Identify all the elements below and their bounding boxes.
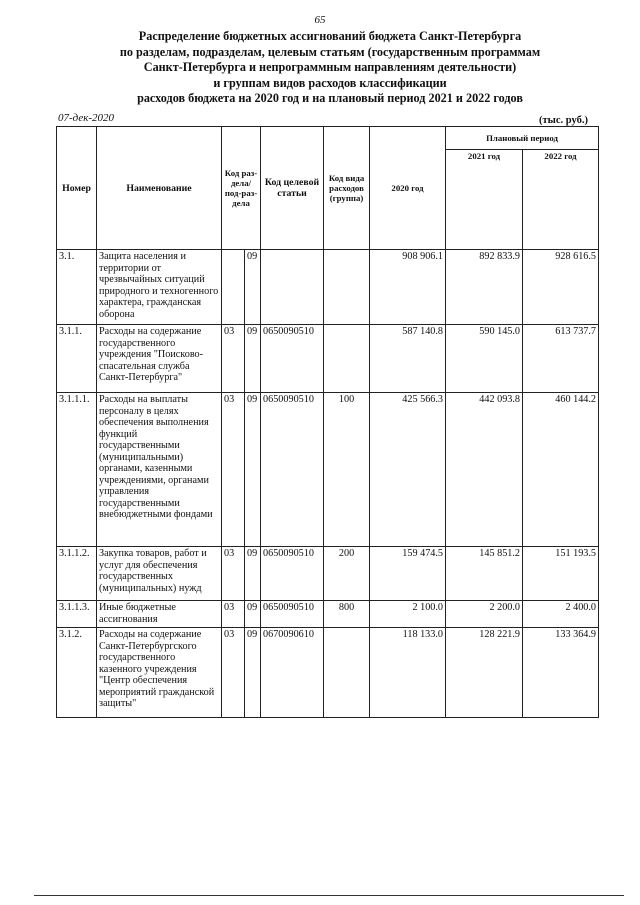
table-row (57, 393, 599, 547)
row-section: 03 (222, 628, 245, 718)
page-title (90, 29, 570, 107)
row-number: 3.1.2. (57, 628, 97, 718)
row-2021: 2 200.0 (446, 601, 523, 628)
row-2021: 128 221.9 (446, 628, 523, 718)
header-target: Код целевой статьи (261, 127, 324, 250)
header-section: Код раз-дела/ под-раз-дела (222, 127, 261, 250)
header-name: Наименование (97, 127, 222, 250)
row-2020: 425 566.3 (370, 393, 446, 547)
header-number: Номер (57, 127, 97, 250)
table-row (57, 601, 599, 628)
document-date: 07-дек-2020 (58, 112, 115, 124)
row-2020: 159 474.5 (370, 547, 446, 601)
row-target: 0650090510 (261, 393, 324, 547)
row-section: 03 (222, 547, 245, 601)
table-row (57, 628, 599, 718)
row-section: 03 (222, 601, 245, 628)
row-expense-type: 200 (324, 547, 370, 601)
row-name: Расходы на содержание Санкт-Петербургского государственного казенного учреждения "Центр обеспечения мероприятий гражданской защиты" (97, 628, 222, 718)
row-target (261, 250, 324, 325)
row-number: 3.1. (57, 250, 97, 325)
row-subsection: 09 (245, 250, 261, 325)
row-2020: 908 906.1 (370, 250, 446, 325)
units-label: (тыс. руб.) (539, 115, 588, 126)
row-subsection: 09 (245, 325, 261, 393)
budget-table (56, 126, 599, 718)
title-line: расходов бюджета на 2020 год и на плановый период 2021 и 2022 годов (137, 91, 523, 105)
table-row (57, 250, 599, 325)
row-2021: 590 145.0 (446, 325, 523, 393)
row-2020: 118 133.0 (370, 628, 446, 718)
row-name: Закупка товаров, работ и услуг для обеспечения государственных (муниципальных) нужд (97, 547, 222, 601)
row-2022: 460 144.2 (523, 393, 599, 547)
row-section: 03 (222, 325, 245, 393)
row-expense-type (324, 325, 370, 393)
row-2021: 892 833.9 (446, 250, 523, 325)
row-number: 3.1.1.2. (57, 547, 97, 601)
row-2022: 133 364.9 (523, 628, 599, 718)
row-2020: 587 140.8 (370, 325, 446, 393)
row-expense-type: 100 (324, 393, 370, 547)
row-target: 0650090510 (261, 547, 324, 601)
row-name: Защита населения и территории от чрезвычайных ситуаций природного и техногенного характера, гражданская оборона (97, 250, 222, 325)
row-2021: 442 093.8 (446, 393, 523, 547)
row-subsection: 09 (245, 628, 261, 718)
row-number: 3.1.1. (57, 325, 97, 393)
row-2022: 613 737.7 (523, 325, 599, 393)
table-row (57, 325, 599, 393)
row-target: 0650090510 (261, 601, 324, 628)
row-expense-type (324, 628, 370, 718)
row-section (222, 250, 245, 325)
row-2022: 2 400.0 (523, 601, 599, 628)
title-line: Санкт-Петербурга и непрограммным направлениям деятельности) (143, 60, 517, 74)
title-line: по разделам, подразделам, целевым статьям (государственным программам (119, 44, 541, 59)
table-row (57, 547, 599, 601)
row-section: 03 (222, 393, 245, 547)
header-planned-period: Плановый период (446, 127, 599, 150)
row-number: 3.1.1.3. (57, 601, 97, 628)
row-target: 0670090610 (261, 628, 324, 718)
row-number: 3.1.1.1. (57, 393, 97, 547)
row-name: Расходы на выплаты персоналу в целях обеспечения выполнения функций государственными (муниципальными) органами, казенными учреждениями, органами управления государственными внебюджетными фондами (97, 393, 222, 547)
row-2022: 928 616.5 (523, 250, 599, 325)
row-expense-type (324, 250, 370, 325)
row-subsection: 09 (245, 393, 261, 547)
row-subsection: 09 (245, 547, 261, 601)
header-2022: 2022 год (523, 149, 599, 249)
row-subsection: 09 (245, 601, 261, 628)
row-2021: 145 851.2 (446, 547, 523, 601)
header-expense-type: Код вида расходов (группа) (324, 127, 370, 250)
row-expense-type: 800 (324, 601, 370, 628)
title-line: Распределение бюджетных ассигнований бюджета Санкт-Петербурга (138, 29, 522, 43)
row-2022: 151 193.5 (523, 547, 599, 601)
header-2020: 2020 год (370, 127, 446, 250)
page-number: 65 (314, 14, 326, 26)
row-name: Расходы на содержание государственного учреждения "Поисково-спасательная служба Санкт-Петербурга" (97, 325, 222, 393)
row-2020: 2 100.0 (370, 601, 446, 628)
header-2021: 2021 год (446, 149, 523, 249)
scan-artifact-line (34, 895, 624, 896)
title-line: и группам видов расходов классификации (213, 75, 447, 90)
row-name: Иные бюджетные ассигнования (97, 601, 222, 628)
row-target: 0650090510 (261, 325, 324, 393)
